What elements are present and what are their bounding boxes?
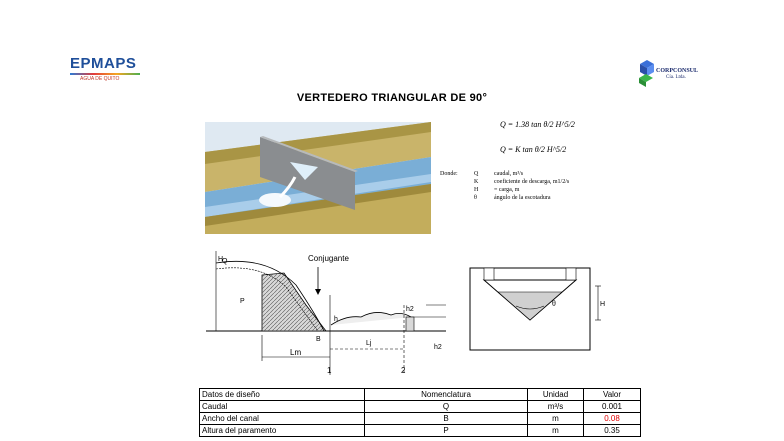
cell-dato: Ancho del canal — [200, 413, 365, 425]
label-h1: h — [334, 316, 338, 323]
section-1-label: 1 — [327, 366, 332, 375]
definition-row — [440, 178, 569, 186]
cell-valor[interactable]: 0.08 — [584, 413, 641, 425]
definition-symbol: Q — [474, 171, 479, 177]
weir-profile-diagram — [206, 245, 446, 377]
cell-unidad: m — [528, 413, 584, 425]
cell-unidad: m³/s — [528, 401, 584, 413]
definition-text: ángulo de la escotadura — [494, 195, 551, 201]
cell-nomenclatura: P — [365, 425, 528, 437]
page-title: VERTEDERO TRIANGULAR DE 90° — [296, 92, 488, 104]
label-lj: Lj — [366, 340, 372, 347]
formula-block — [440, 115, 610, 225]
corpconsul-subtitle: Cía. Ltda. — [666, 75, 686, 80]
cell-valor[interactable]: 0.001 — [584, 401, 641, 413]
header-nomenclatura: Nomenclatura — [365, 389, 528, 401]
definition-symbol: θ — [474, 195, 477, 201]
label-b: B — [316, 336, 321, 343]
corpconsul-logo — [636, 54, 706, 90]
table-row — [200, 401, 641, 413]
cell-nomenclatura: Q — [365, 401, 528, 413]
label-q: Q — [222, 258, 228, 265]
table-row — [200, 413, 641, 425]
table-row — [200, 425, 641, 437]
definition-text: coeficiente de descarga, m1/2/s — [494, 179, 570, 185]
header-unidad: Unidad — [528, 389, 584, 401]
definition-row — [440, 194, 569, 202]
definition-row — [440, 186, 569, 194]
epmaps-logo — [70, 55, 150, 81]
label-p: P — [240, 298, 245, 305]
h-label: H — [600, 301, 606, 308]
table-header-row — [200, 389, 641, 401]
conjugate-label: Conjugante — [308, 254, 349, 263]
definition-row — [440, 170, 569, 178]
label-h2-b: h2 — [434, 344, 442, 351]
definition-symbol: H — [474, 187, 479, 193]
header-datos: Datos de diseño — [200, 389, 365, 401]
definition-text: caudal, m³/s — [494, 171, 524, 177]
formula-2: Q = K tan θ/2 H^5/2 — [500, 145, 567, 154]
header-valor: Valor — [584, 389, 641, 401]
cell-valor[interactable]: 0.35 — [584, 425, 641, 437]
corpconsul-cube-icon — [636, 54, 658, 88]
corpconsul-brand: CORPCONSUL — [656, 68, 699, 74]
epmaps-brand: EPMAPS — [70, 55, 137, 72]
logo-color-bar — [70, 73, 140, 75]
definition-symbol: K — [474, 179, 479, 185]
cell-nomenclatura: B — [365, 413, 528, 425]
section-2-label: 2 — [401, 366, 406, 375]
epmaps-subtitle: AGUA DE QUITO — [80, 76, 120, 82]
definition-text: = carga, m — [494, 187, 520, 193]
design-data-table — [199, 388, 641, 437]
cell-dato: Altura del paramento — [200, 425, 365, 437]
formula-1: Q = 1.38 tan θ/2 H^5/2 — [500, 120, 575, 129]
label-lm: Lm — [290, 348, 302, 357]
weir-illustration — [205, 122, 431, 234]
cell-dato: Caudal — [200, 401, 365, 413]
label-h: H — [218, 256, 224, 263]
definitions-list — [440, 170, 569, 202]
theta-label: θ — [552, 299, 556, 308]
cell-unidad: m — [528, 425, 584, 437]
donde-label: Donde: — [440, 171, 458, 177]
label-h2: h2 — [406, 306, 414, 313]
weir-section-diagram — [458, 262, 608, 352]
